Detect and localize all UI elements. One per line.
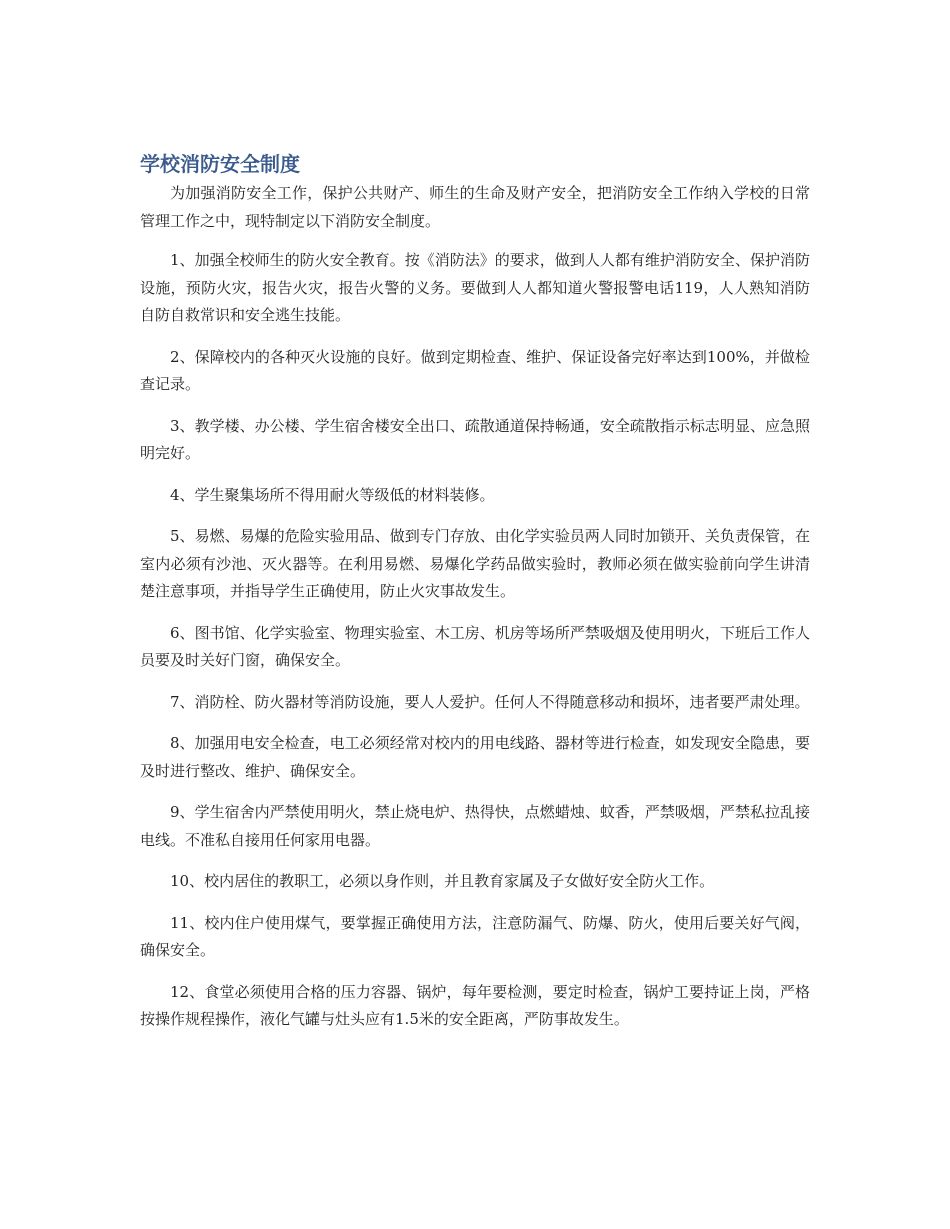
intro-paragraph: 为加强消防安全工作，保护公共财产、师生的生命及财产安全，把消防安全工作纳入学校的日常管理工作之中，现特制定以下消防安全制度。 [140,184,810,230]
rule-item-11: 11、校内住户使用煤气，要掌握正确使用方法，注意防漏气、防爆、防火，使用后要关好气阀，确保安全。 [140,913,810,959]
document-title: 学校消防安全制度 [140,152,300,176]
rule-item-9: 9、学生宿舍内严禁使用明火，禁止烧电炉、热得快，点燃蜡烛、蚊香，严禁吸烟，严禁私拉乱接电线。不准私自接用任何家用电器。 [140,803,810,849]
rule-item-8: 8、加强用电安全检查，电工必须经常对校内的用电线路、器材等进行检查，如发现安全隐患，要及时进行整改、维护、确保安全。 [140,734,810,780]
rule-item-5: 5、易燃、易爆的危险实验用品、做到专门存放、由化学实验员两人同时加锁开、关负责保管，在室内必须有沙池、灭火器等。在利用易燃、易爆化学药品做实验时，教师必须在做实验前向学生讲清楚注意事项，并指导学生正确使用，防止火灾事故发生。 [140,527,810,600]
document-page [140,150,810,1048]
rule-item-12: 12、食堂必须使用合格的压力容器、锅炉，每年要检测，要定时检查，锅炉工要持证上岗，严格按操作规程操作，液化气罐与灶头应有1.5米的安全距离，严防事故发生。 [140,982,810,1028]
rule-item-10: 10、校内居住的教职工，必须以身作则，并且教育家属及子女做好安全防火工作。 [170,872,715,890]
rule-item-4: 4、学生聚集场所不得用耐火等级低的材料装修。 [170,485,495,504]
rule-item-6: 6、图书馆、化学实验室、物理实验室、木工房、机房等场所严禁吸烟及使用明火，下班后工作人员要及时关好门窗，确保安全。 [140,623,810,669]
rule-item-7: 7、消防栓、防火器材等消防设施，要人人爱护。任何人不得随意移动和损坏，违者要严肃处理。 [170,692,810,711]
rule-item-2: 2、保障校内的各种灭火设施的良好。做到定期检查、维护、保证设备完好率达到100%，并做检查记录。 [140,347,810,393]
rule-item-3: 3、教学楼、办公楼、学生宿舍楼安全出口、疏散通道保持畅通，安全疏散指示标志明显、应急照明完好。 [140,416,810,462]
rule-item-1: 1、加强全校师生的防火安全教育。按《消防法》的要求，做到人人都有维护消防安全、保护消防设施，预防火灾，报告火灾，报告火警的义务。要做到人人都知道火警报警电话119，人人熟知消防自防自救常识和安全逃生技能。 [140,251,810,324]
